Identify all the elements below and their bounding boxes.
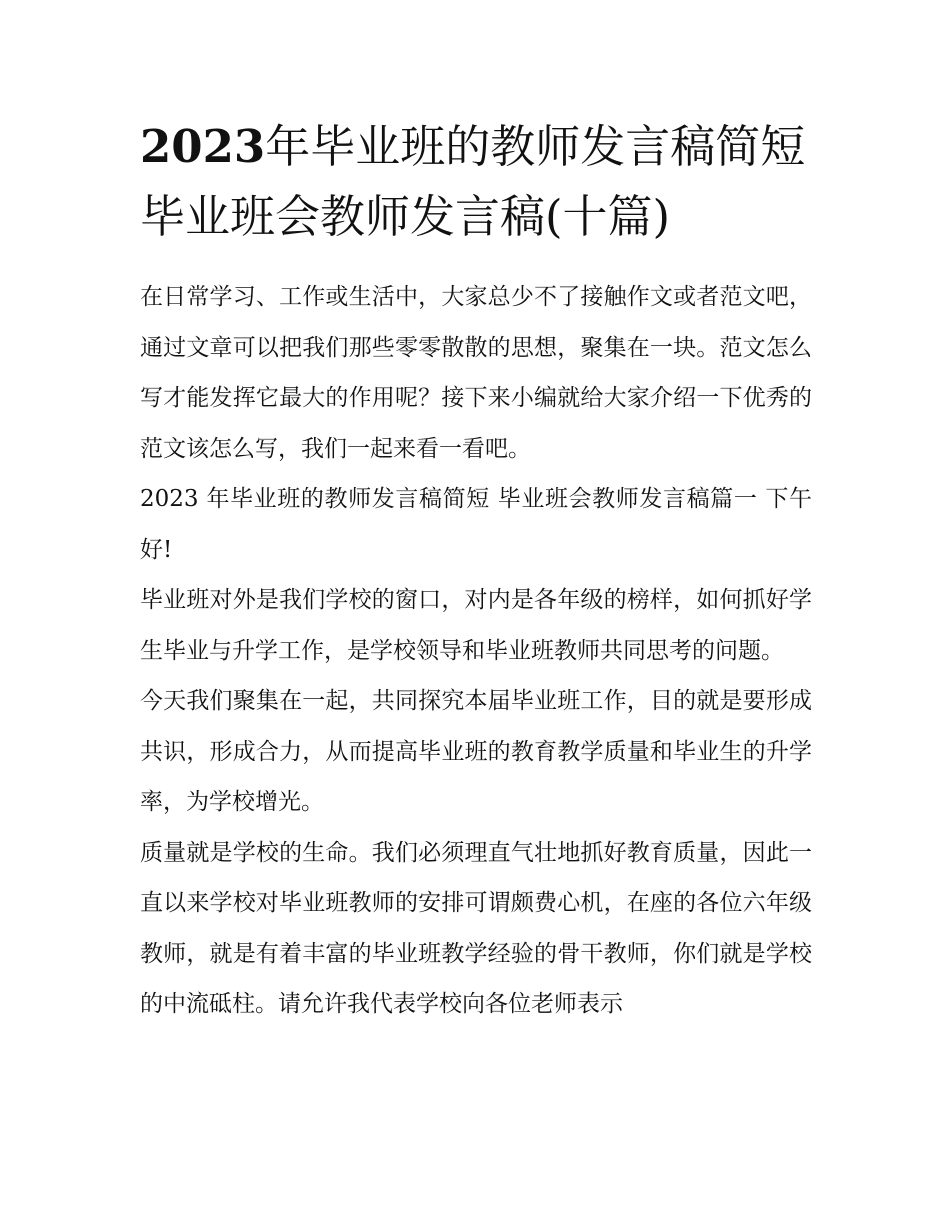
paragraph-quality: 质量就是学校的生命。我们必须理直气壮地抓好教育质量，因此一直以来学校对毕业班教师的安排可谓颇费心机，在座的各位六年级教师，就是有着丰富的毕业班教学经验的骨干教师，你们就是学校的中流砥柱。请允许我代表学校向各位老师表示 bbox=[140, 839, 812, 1017]
document-title bbox=[140, 112, 812, 252]
paragraph-graduating-class: 毕业班对外是我们学校的窗口，对内是各年级的榜样，如何抓好学生毕业与升学工作，是学校领导和毕业班教师共同思考的问题。 bbox=[140, 587, 812, 664]
title-text: 年毕业班的教师发言稿简短 毕业班会教师发言稿(十篇) bbox=[140, 120, 806, 243]
document-content bbox=[140, 112, 812, 1030]
paragraph-intro: 在日常学习、工作或生活中，大家总少不了接触作文或者范文吧，通过文章可以把我们那些零零散散的思想，聚集在一块。范文怎么写才能发挥它最大的作用呢？接下来小编就给大家介绍一下优秀的范文该怎么写，我们一起来看一看吧。 bbox=[140, 284, 812, 462]
paragraph-gathering: 今天我们聚集在一起，共同探究本届毕业班工作，目的就是要形成共识，形成合力，从而提高毕业班的教育教学质量和毕业生的升学率，为学校增光。 bbox=[140, 688, 812, 815]
document-body bbox=[140, 272, 812, 1030]
paragraph-section-heading: 2023 年毕业班的教师发言稿简短 毕业班会教师发言稿篇一 下午好! bbox=[140, 486, 812, 563]
title-year: 2023 bbox=[140, 120, 266, 173]
